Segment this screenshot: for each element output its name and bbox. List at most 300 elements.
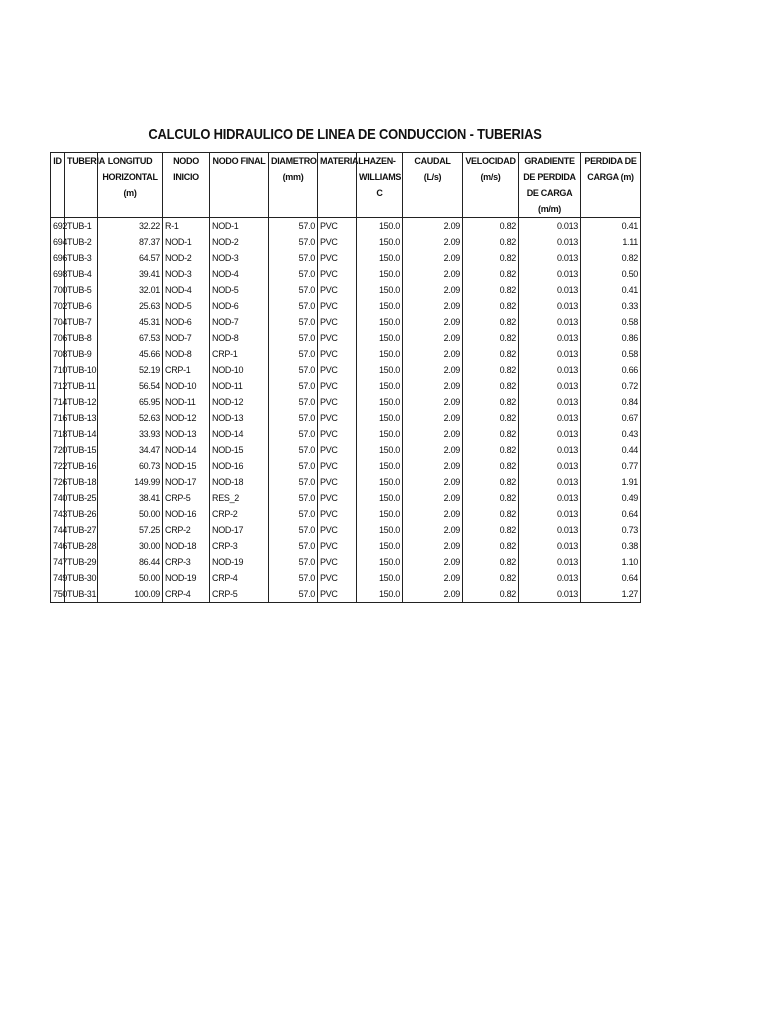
column-header: GRADIENTE DE PERDIDA DE CARGA (m/m): [519, 153, 581, 218]
table-cell: TUB-5: [65, 282, 98, 298]
table-cell: 30.00: [98, 538, 163, 554]
table-cell: 150.0: [357, 538, 403, 554]
table-cell: NOD-19: [210, 554, 269, 570]
table-cell: 0.82: [463, 378, 519, 394]
table-cell: NOD-4: [210, 266, 269, 282]
table-cell: 704: [51, 314, 65, 330]
table-cell: TUB-11: [65, 378, 98, 394]
table-cell: TUB-31: [65, 586, 98, 603]
table-row: [51, 586, 641, 603]
table-cell: 32.01: [98, 282, 163, 298]
table-cell: 150.0: [357, 554, 403, 570]
table-cell: 0.82: [581, 250, 641, 266]
table-cell: PVC: [318, 586, 357, 603]
table-cell: NOD-7: [163, 330, 210, 346]
table-cell: 150.0: [357, 234, 403, 250]
table-cell: 2.09: [403, 490, 463, 506]
table-cell: 2.09: [403, 218, 463, 235]
table-cell: 746: [51, 538, 65, 554]
table-cell: PVC: [318, 394, 357, 410]
table-row: [51, 314, 641, 330]
table-cell: PVC: [318, 362, 357, 378]
table-cell: PVC: [318, 282, 357, 298]
table-cell: 1.10: [581, 554, 641, 570]
table-cell: 150.0: [357, 490, 403, 506]
table-cell: 0.44: [581, 442, 641, 458]
table-cell: PVC: [318, 378, 357, 394]
table-cell: RES_2: [210, 490, 269, 506]
table-cell: 0.013: [519, 442, 581, 458]
table-cell: 57.0: [269, 522, 318, 538]
table-cell: 57.0: [269, 218, 318, 235]
column-header: PERDIDA DE CARGA (m): [581, 153, 641, 218]
table-cell: 149.99: [98, 474, 163, 490]
table-cell: PVC: [318, 474, 357, 490]
table-cell: TUB-30: [65, 570, 98, 586]
table-cell: 65.95: [98, 394, 163, 410]
table-cell: 2.09: [403, 394, 463, 410]
table-cell: CRP-5: [163, 490, 210, 506]
table-row: [51, 378, 641, 394]
table-cell: 0.013: [519, 266, 581, 282]
table-cell: 57.0: [269, 266, 318, 282]
table-cell: 25.63: [98, 298, 163, 314]
table-row: [51, 298, 641, 314]
table-cell: NOD-14: [210, 426, 269, 442]
table-cell: TUB-2: [65, 234, 98, 250]
table-cell: 718: [51, 426, 65, 442]
table-cell: NOD-1: [163, 234, 210, 250]
table-row: [51, 522, 641, 538]
table-cell: NOD-18: [210, 474, 269, 490]
table-cell: PVC: [318, 442, 357, 458]
table-cell: 0.013: [519, 410, 581, 426]
table-cell: 0.64: [581, 570, 641, 586]
table-cell: TUB-7: [65, 314, 98, 330]
table-cell: 0.82: [463, 314, 519, 330]
table-cell: PVC: [318, 522, 357, 538]
table-row: [51, 554, 641, 570]
table-cell: 0.77: [581, 458, 641, 474]
column-header: MATERIAL: [318, 153, 357, 218]
table-cell: 698: [51, 266, 65, 282]
table-cell: 0.013: [519, 490, 581, 506]
table-row: [51, 250, 641, 266]
table-cell: TUB-29: [65, 554, 98, 570]
table-cell: 0.82: [463, 522, 519, 538]
pipe-table: [50, 152, 641, 603]
table-cell: 0.58: [581, 314, 641, 330]
table-cell: 0.82: [463, 282, 519, 298]
table-cell: 150.0: [357, 250, 403, 266]
table-cell: PVC: [318, 250, 357, 266]
table-cell: 747: [51, 554, 65, 570]
table-cell: CRP-2: [210, 506, 269, 522]
table-cell: 0.013: [519, 586, 581, 603]
table-cell: PVC: [318, 538, 357, 554]
table-cell: NOD-11: [163, 394, 210, 410]
table-cell: 150.0: [357, 378, 403, 394]
table-cell: 57.0: [269, 506, 318, 522]
table-cell: 2.09: [403, 234, 463, 250]
table-cell: 0.82: [463, 570, 519, 586]
table-cell: TUB-3: [65, 250, 98, 266]
table-cell: 0.82: [463, 234, 519, 250]
table-cell: 57.0: [269, 298, 318, 314]
column-header: NODO FINAL: [210, 153, 269, 218]
table-cell: 2.09: [403, 314, 463, 330]
table-cell: 57.0: [269, 442, 318, 458]
table-cell: 0.013: [519, 362, 581, 378]
table-cell: 692: [51, 218, 65, 235]
table-row: [51, 362, 641, 378]
table-cell: 0.41: [581, 282, 641, 298]
table-cell: TUB-16: [65, 458, 98, 474]
table-cell: TUB-13: [65, 410, 98, 426]
table-cell: 726: [51, 474, 65, 490]
page-title: CALCULO HIDRAULICO DE LINEA DE CONDUCCION - TUBERIAS: [148, 126, 542, 143]
table-cell: 2.09: [403, 346, 463, 362]
table-cell: 0.67: [581, 410, 641, 426]
table-cell: 67.53: [98, 330, 163, 346]
table-cell: 0.82: [463, 346, 519, 362]
table-cell: 150.0: [357, 298, 403, 314]
table-cell: 0.50: [581, 266, 641, 282]
table-cell: 57.0: [269, 458, 318, 474]
table-cell: 56.54: [98, 378, 163, 394]
table-cell: NOD-8: [163, 346, 210, 362]
table-cell: 87.37: [98, 234, 163, 250]
table-cell: 38.41: [98, 490, 163, 506]
table-cell: NOD-2: [163, 250, 210, 266]
table-cell: 32.22: [98, 218, 163, 235]
table-cell: PVC: [318, 506, 357, 522]
table-cell: 50.00: [98, 506, 163, 522]
table-cell: TUB-27: [65, 522, 98, 538]
table-cell: NOD-18: [163, 538, 210, 554]
table-cell: CRP-4: [210, 570, 269, 586]
table-cell: NOD-15: [210, 442, 269, 458]
table-row: [51, 442, 641, 458]
table-cell: NOD-19: [163, 570, 210, 586]
table-cell: 150.0: [357, 426, 403, 442]
table-cell: 150.0: [357, 522, 403, 538]
table-cell: 0.82: [463, 410, 519, 426]
table-cell: 0.013: [519, 570, 581, 586]
table-cell: PVC: [318, 570, 357, 586]
table-cell: 0.64: [581, 506, 641, 522]
table-cell: 57.0: [269, 234, 318, 250]
table-cell: 57.0: [269, 586, 318, 603]
table-cell: NOD-3: [210, 250, 269, 266]
table-cell: CRP-3: [163, 554, 210, 570]
table-cell: 0.013: [519, 218, 581, 235]
table-cell: 57.0: [269, 330, 318, 346]
table-cell: NOD-10: [210, 362, 269, 378]
table-cell: 0.013: [519, 314, 581, 330]
table-cell: 0.41: [581, 218, 641, 235]
table-cell: 0.82: [463, 474, 519, 490]
table-row: [51, 266, 641, 282]
table-cell: 0.82: [463, 394, 519, 410]
table-cell: PVC: [318, 410, 357, 426]
table-cell: 60.73: [98, 458, 163, 474]
table-cell: 702: [51, 298, 65, 314]
table-row: [51, 282, 641, 298]
table-cell: TUB-4: [65, 266, 98, 282]
column-header: TUBERIA: [65, 153, 98, 218]
table-cell: TUB-12: [65, 394, 98, 410]
table-cell: 0.013: [519, 522, 581, 538]
table-cell: CRP-1: [210, 346, 269, 362]
table-cell: 0.013: [519, 394, 581, 410]
table-cell: 750: [51, 586, 65, 603]
table-cell: 45.66: [98, 346, 163, 362]
table-cell: 150.0: [357, 218, 403, 235]
table-cell: PVC: [318, 298, 357, 314]
table-cell: PVC: [318, 218, 357, 235]
column-header: ID: [51, 153, 65, 218]
table-cell: 0.82: [463, 426, 519, 442]
table-cell: 2.09: [403, 298, 463, 314]
table-cell: NOD-4: [163, 282, 210, 298]
table-cell: 714: [51, 394, 65, 410]
table-cell: 2.09: [403, 538, 463, 554]
table-cell: 150.0: [357, 362, 403, 378]
table-cell: 64.57: [98, 250, 163, 266]
table-cell: 150.0: [357, 442, 403, 458]
table-cell: 0.82: [463, 458, 519, 474]
table-cell: TUB-1: [65, 218, 98, 235]
table-cell: 2.09: [403, 378, 463, 394]
table-cell: NOD-13: [163, 426, 210, 442]
table-cell: CRP-5: [210, 586, 269, 603]
table-cell: NOD-17: [163, 474, 210, 490]
table-cell: PVC: [318, 330, 357, 346]
table-cell: 57.0: [269, 554, 318, 570]
table-cell: 57.0: [269, 250, 318, 266]
table-cell: 2.09: [403, 282, 463, 298]
table-cell: 52.63: [98, 410, 163, 426]
table-cell: CRP-3: [210, 538, 269, 554]
table-cell: 2.09: [403, 522, 463, 538]
table-cell: 57.0: [269, 538, 318, 554]
table-cell: 150.0: [357, 506, 403, 522]
table-cell: 150.0: [357, 458, 403, 474]
table-row: [51, 490, 641, 506]
table-cell: PVC: [318, 234, 357, 250]
table-cell: 2.09: [403, 330, 463, 346]
column-header: DIAMETRO (mm): [269, 153, 318, 218]
table-cell: 744: [51, 522, 65, 538]
table-cell: 0.58: [581, 346, 641, 362]
table-cell: 0.73: [581, 522, 641, 538]
table-row: [51, 218, 641, 235]
table-cell: 45.31: [98, 314, 163, 330]
table-cell: 0.82: [463, 218, 519, 235]
table-cell: 0.013: [519, 346, 581, 362]
table-cell: PVC: [318, 426, 357, 442]
table-cell: NOD-1: [210, 218, 269, 235]
table-cell: 710: [51, 362, 65, 378]
table-cell: 749: [51, 570, 65, 586]
table-cell: NOD-12: [163, 410, 210, 426]
table-cell: NOD-5: [210, 282, 269, 298]
table-cell: 708: [51, 346, 65, 362]
table-cell: 57.0: [269, 410, 318, 426]
table-cell: 0.82: [463, 538, 519, 554]
table-cell: 52.19: [98, 362, 163, 378]
table-cell: NOD-16: [210, 458, 269, 474]
table-cell: NOD-15: [163, 458, 210, 474]
table-cell: 0.013: [519, 250, 581, 266]
table-cell: 50.00: [98, 570, 163, 586]
table-cell: 0.013: [519, 554, 581, 570]
table-cell: PVC: [318, 266, 357, 282]
table-cell: 0.49: [581, 490, 641, 506]
table-cell: 2.09: [403, 554, 463, 570]
table-cell: 0.82: [463, 266, 519, 282]
table-cell: 2.09: [403, 474, 463, 490]
table-cell: NOD-6: [210, 298, 269, 314]
table-cell: PVC: [318, 490, 357, 506]
table-cell: 706: [51, 330, 65, 346]
table-cell: 0.013: [519, 538, 581, 554]
table-cell: 150.0: [357, 266, 403, 282]
table-cell: 57.0: [269, 570, 318, 586]
table-cell: 722: [51, 458, 65, 474]
table-cell: TUB-8: [65, 330, 98, 346]
table-row: [51, 570, 641, 586]
table-cell: 150.0: [357, 394, 403, 410]
table-cell: 0.66: [581, 362, 641, 378]
table-cell: 57.25: [98, 522, 163, 538]
column-header: NODO INICIO: [163, 153, 210, 218]
table-cell: 720: [51, 442, 65, 458]
table-cell: 150.0: [357, 282, 403, 298]
table-cell: 2.09: [403, 362, 463, 378]
table-cell: 0.013: [519, 330, 581, 346]
table-cell: TUB-28: [65, 538, 98, 554]
table-cell: R-1: [163, 218, 210, 235]
table-cell: PVC: [318, 458, 357, 474]
table-cell: 150.0: [357, 410, 403, 426]
column-header: VELOCIDAD (m/s): [463, 153, 519, 218]
table-cell: 33.93: [98, 426, 163, 442]
table-cell: TUB-6: [65, 298, 98, 314]
table-cell: NOD-2: [210, 234, 269, 250]
table-cell: 34.47: [98, 442, 163, 458]
table-cell: 150.0: [357, 346, 403, 362]
table-cell: 0.013: [519, 426, 581, 442]
table-cell: NOD-8: [210, 330, 269, 346]
table-cell: 0.013: [519, 458, 581, 474]
table-cell: 2.09: [403, 442, 463, 458]
table-cell: 0.86: [581, 330, 641, 346]
table-cell: TUB-26: [65, 506, 98, 522]
column-header: LONGITUD HORIZONTAL (m): [98, 153, 163, 218]
table-cell: TUB-10: [65, 362, 98, 378]
table-cell: 0.82: [463, 506, 519, 522]
table-row: [51, 394, 641, 410]
table-cell: 740: [51, 490, 65, 506]
table-cell: 0.82: [463, 330, 519, 346]
table-cell: 2.09: [403, 506, 463, 522]
table-cell: NOD-10: [163, 378, 210, 394]
table-cell: 1.27: [581, 586, 641, 603]
table-cell: 57.0: [269, 474, 318, 490]
table-cell: 0.82: [463, 298, 519, 314]
table-cell: 2.09: [403, 458, 463, 474]
table-body: [51, 218, 641, 603]
table-cell: 57.0: [269, 314, 318, 330]
table-cell: 150.0: [357, 314, 403, 330]
table-row: [51, 426, 641, 442]
table-cell: 0.82: [463, 586, 519, 603]
table-cell: TUB-18: [65, 474, 98, 490]
table-cell: 0.84: [581, 394, 641, 410]
table-cell: 0.33: [581, 298, 641, 314]
table-cell: CRP-1: [163, 362, 210, 378]
table-row: [51, 458, 641, 474]
table-cell: NOD-17: [210, 522, 269, 538]
table-cell: 2.09: [403, 570, 463, 586]
table-cell: 0.013: [519, 282, 581, 298]
table-cell: 86.44: [98, 554, 163, 570]
table-cell: 57.0: [269, 362, 318, 378]
table-cell: PVC: [318, 346, 357, 362]
table-row: [51, 474, 641, 490]
table-cell: 0.013: [519, 474, 581, 490]
table-row: [51, 506, 641, 522]
table-cell: 694: [51, 234, 65, 250]
table-cell: 0.82: [463, 362, 519, 378]
table-cell: NOD-3: [163, 266, 210, 282]
table-cell: 57.0: [269, 346, 318, 362]
table-cell: 0.013: [519, 298, 581, 314]
table-cell: 2.09: [403, 426, 463, 442]
table-row: [51, 330, 641, 346]
table-cell: TUB-25: [65, 490, 98, 506]
table-cell: 150.0: [357, 474, 403, 490]
table-cell: NOD-6: [163, 314, 210, 330]
table-cell: 700: [51, 282, 65, 298]
table-cell: 716: [51, 410, 65, 426]
table-cell: 1.91: [581, 474, 641, 490]
table-cell: 0.82: [463, 442, 519, 458]
table-cell: 150.0: [357, 586, 403, 603]
table-cell: 2.09: [403, 586, 463, 603]
table-cell: NOD-5: [163, 298, 210, 314]
table-cell: 2.09: [403, 250, 463, 266]
table-cell: 743: [51, 506, 65, 522]
table-row: [51, 410, 641, 426]
table-header: [51, 153, 641, 218]
table-cell: 0.013: [519, 506, 581, 522]
table-cell: NOD-11: [210, 378, 269, 394]
table-row: [51, 538, 641, 554]
table-cell: NOD-7: [210, 314, 269, 330]
table-cell: NOD-14: [163, 442, 210, 458]
table-cell: 0.82: [463, 490, 519, 506]
table-cell: 150.0: [357, 330, 403, 346]
table-cell: 696: [51, 250, 65, 266]
table-cell: TUB-9: [65, 346, 98, 362]
table-cell: 57.0: [269, 378, 318, 394]
table-cell: NOD-16: [163, 506, 210, 522]
table-cell: PVC: [318, 314, 357, 330]
table-cell: 2.09: [403, 266, 463, 282]
